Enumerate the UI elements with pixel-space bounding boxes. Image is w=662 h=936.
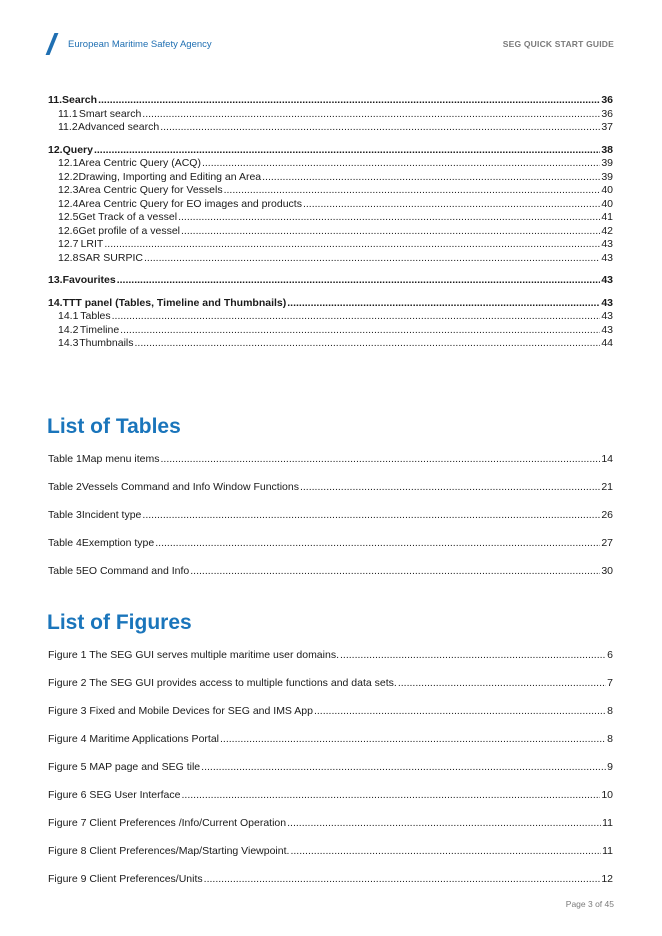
leader-dots <box>104 238 600 252</box>
toc-entry-11[interactable] <box>48 94 613 108</box>
figure-entry-3[interactable] <box>48 705 613 733</box>
figure-page: 8 <box>607 733 613 745</box>
toc-label: Timeline <box>79 323 120 336</box>
figure-label: Figure 5 MAP page and SEG tile <box>48 761 201 773</box>
toc-label: Get Track of a vessel <box>78 211 178 223</box>
toc-entry-14-2[interactable] <box>48 324 613 338</box>
toc-entry-12-4[interactable] <box>48 198 613 212</box>
leader-dots <box>98 94 600 108</box>
toc-page: 43 <box>601 238 613 250</box>
table-number: Table 1 <box>48 453 82 465</box>
toc-entry-12-8[interactable] <box>48 252 613 266</box>
page-number: Page 3 of 45 <box>565 899 614 909</box>
table-page: 21 <box>601 481 613 493</box>
table-number: Table 4 <box>48 537 82 549</box>
toc-number: 12.6 <box>58 224 79 237</box>
toc-number: 11.1 <box>58 107 78 120</box>
toc-page: 38 <box>601 143 613 156</box>
guide-title: SEG QUICK START GUIDE <box>502 39 614 49</box>
toc-page: 44 <box>601 337 613 349</box>
toc-label: Drawing, Importing and Editing an Area <box>78 170 262 183</box>
table-entry-3[interactable] <box>48 509 613 537</box>
figure-label: Figure 1 The SEG GUI serves multiple maritime user domains. <box>48 649 339 661</box>
toc-entry-14-1[interactable] <box>48 310 613 324</box>
toc-label: Search <box>62 94 98 106</box>
toc-label: Smart search <box>78 107 142 120</box>
figure-entry-9[interactable] <box>48 873 613 901</box>
toc-entry-14-3[interactable] <box>48 337 613 351</box>
leader-dots <box>117 274 601 288</box>
toc-number: 14.1 <box>58 310 79 322</box>
leader-dots <box>204 873 601 887</box>
toc-entry-12-3[interactable] <box>48 184 613 198</box>
toc-number: 11. <box>48 94 63 106</box>
toc-page: 39 <box>601 170 613 183</box>
leader-dots <box>224 184 601 198</box>
figure-page: 11 <box>602 817 613 829</box>
figure-page: 7 <box>607 677 613 689</box>
toc-page: 36 <box>601 107 613 120</box>
toc-entry-12-5[interactable] <box>48 211 613 225</box>
list-of-tables-heading: List of Tables <box>47 415 181 438</box>
leader-dots <box>112 310 601 324</box>
table-label: Exemption type <box>81 537 155 549</box>
figure-entry-5[interactable] <box>48 761 613 789</box>
table-page: 14 <box>601 453 613 465</box>
table-of-contents <box>48 94 613 351</box>
toc-label: Area Centric Query (ACQ) <box>78 157 201 169</box>
figure-page: 6 <box>607 649 613 661</box>
leader-dots <box>142 509 600 523</box>
toc-number: 14.2 <box>58 323 79 336</box>
leader-dots <box>287 297 600 311</box>
leader-dots <box>202 157 600 171</box>
figure-page: 9 <box>607 761 613 773</box>
table-page: 27 <box>601 537 613 549</box>
table-entry-4[interactable] <box>48 537 613 565</box>
figure-page: 12 <box>601 873 613 885</box>
toc-number: 12.3 <box>58 184 79 196</box>
toc-entry-12-2[interactable] <box>48 171 613 185</box>
leader-dots <box>142 108 600 122</box>
leader-dots <box>94 144 600 158</box>
list-of-figures-heading: List of Figures <box>47 611 192 634</box>
leader-dots <box>181 789 600 803</box>
toc-label: SAR SURPIC <box>78 251 143 264</box>
toc-page: 40 <box>601 184 613 196</box>
table-entry-5[interactable] <box>48 565 613 593</box>
table-label: Map menu items <box>81 453 160 465</box>
toc-page: 43 <box>601 323 613 336</box>
toc-label: Tables <box>80 310 111 322</box>
toc-entry-12[interactable] <box>48 144 613 158</box>
table-page: 30 <box>601 565 613 577</box>
leader-dots <box>300 481 600 495</box>
toc-number: 12.7 <box>58 238 79 250</box>
toc-page: 43 <box>601 310 613 322</box>
leader-dots <box>144 252 600 266</box>
toc-label: TTT panel (Tables, Timeline and Thumbnails) <box>62 296 287 309</box>
toc-page: 42 <box>601 224 613 237</box>
list-of-figures <box>48 649 613 901</box>
toc-number: 13. <box>48 274 63 286</box>
list-of-tables <box>48 453 613 593</box>
leader-dots <box>181 225 600 239</box>
leader-dots <box>190 565 600 579</box>
table-entry-1[interactable] <box>48 453 613 481</box>
leader-dots <box>340 649 606 663</box>
toc-number: 14. <box>48 296 63 309</box>
table-label: Incident type <box>81 509 142 521</box>
table-number: Table 2 <box>48 481 82 493</box>
figure-entry-6[interactable] <box>48 789 613 817</box>
emsa-logo-icon <box>46 33 59 55</box>
toc-number: 12.1 <box>58 157 79 169</box>
leader-dots <box>287 817 601 831</box>
toc-label: Query <box>62 143 93 156</box>
toc-number: 12. <box>48 143 63 156</box>
toc-entry-11-2[interactable] <box>48 121 613 135</box>
toc-entry-13[interactable] <box>48 274 613 288</box>
leader-dots <box>398 677 606 691</box>
toc-label: Area Centric Query for Vessels <box>78 184 223 196</box>
toc-label: Advanced search <box>78 121 160 133</box>
toc-entry-12-1[interactable] <box>48 157 613 171</box>
toc-page: 40 <box>601 197 613 210</box>
table-number: Table 3 <box>48 509 82 521</box>
figure-label: Figure 9 Client Preferences/Units <box>48 873 203 885</box>
leader-dots <box>120 324 600 338</box>
figure-entry-7[interactable] <box>48 817 613 845</box>
toc-label: Favourites <box>62 274 116 286</box>
leader-dots <box>201 761 606 775</box>
toc-entry-12-7[interactable] <box>48 238 613 252</box>
toc-label: LRIT <box>80 238 104 250</box>
toc-page: 43 <box>601 251 613 264</box>
toc-page: 37 <box>601 121 613 133</box>
toc-entry-14[interactable] <box>48 297 613 311</box>
page-header <box>0 0 662 60</box>
figure-entry-2[interactable] <box>48 677 613 705</box>
figure-page: 11 <box>602 845 613 857</box>
leader-dots <box>160 453 600 467</box>
toc-label: Area Centric Query for EO images and products <box>78 197 302 210</box>
toc-number: 11.2 <box>58 121 78 133</box>
toc-number: 12.5 <box>58 211 79 223</box>
toc-page: 41 <box>601 211 613 223</box>
toc-page: 36 <box>601 94 613 106</box>
toc-number: 12.4 <box>58 197 79 210</box>
toc-page: 39 <box>601 157 613 169</box>
leader-dots <box>135 337 601 351</box>
leader-dots <box>314 705 606 719</box>
table-page: 26 <box>601 509 613 521</box>
leader-dots <box>178 211 600 225</box>
figure-entry-4[interactable] <box>48 733 613 761</box>
toc-number: 14.3 <box>58 337 79 349</box>
table-number: Table 5 <box>48 565 82 577</box>
toc-number: 12.8 <box>58 251 79 264</box>
figure-entry-8[interactable] <box>48 845 613 873</box>
figure-entry-1[interactable] <box>48 649 613 677</box>
figure-label: Figure 2 The SEG GUI provides access to multiple functions and data sets. <box>48 677 397 689</box>
agency-name: European Maritime Safety Agency <box>68 39 212 50</box>
toc-entry-11-1[interactable] <box>48 108 613 122</box>
leader-dots <box>155 537 600 551</box>
toc-page: 43 <box>601 296 613 309</box>
table-label: EO Command and Info <box>81 565 190 577</box>
figure-label: Figure 8 Client Preferences/Map/Starting Viewpoint. <box>48 845 290 857</box>
figure-label: Figure 3 Fixed and Mobile Devices for SEG and IMS App <box>48 705 313 717</box>
toc-page: 43 <box>601 274 613 286</box>
figure-label: Figure 4 Maritime Applications Portal <box>48 733 219 745</box>
table-entry-2[interactable] <box>48 481 613 509</box>
figure-page: 8 <box>607 705 613 717</box>
leader-dots <box>290 845 601 859</box>
leader-dots <box>220 733 606 747</box>
toc-entry-12-6[interactable] <box>48 225 613 239</box>
toc-label: Get profile of a vessel <box>78 224 180 237</box>
figure-page: 10 <box>601 789 613 801</box>
leader-dots <box>160 121 600 135</box>
toc-number: 12.2 <box>58 170 79 183</box>
figure-label: Figure 7 Client Preferences /Info/Current Operation <box>48 817 287 829</box>
leader-dots <box>262 171 600 185</box>
toc-label: Thumbnails <box>79 337 134 349</box>
figure-label: Figure 6 SEG User Interface <box>48 789 181 801</box>
leader-dots <box>303 198 600 212</box>
table-label: Vessels Command and Info Window Functions <box>81 481 299 493</box>
